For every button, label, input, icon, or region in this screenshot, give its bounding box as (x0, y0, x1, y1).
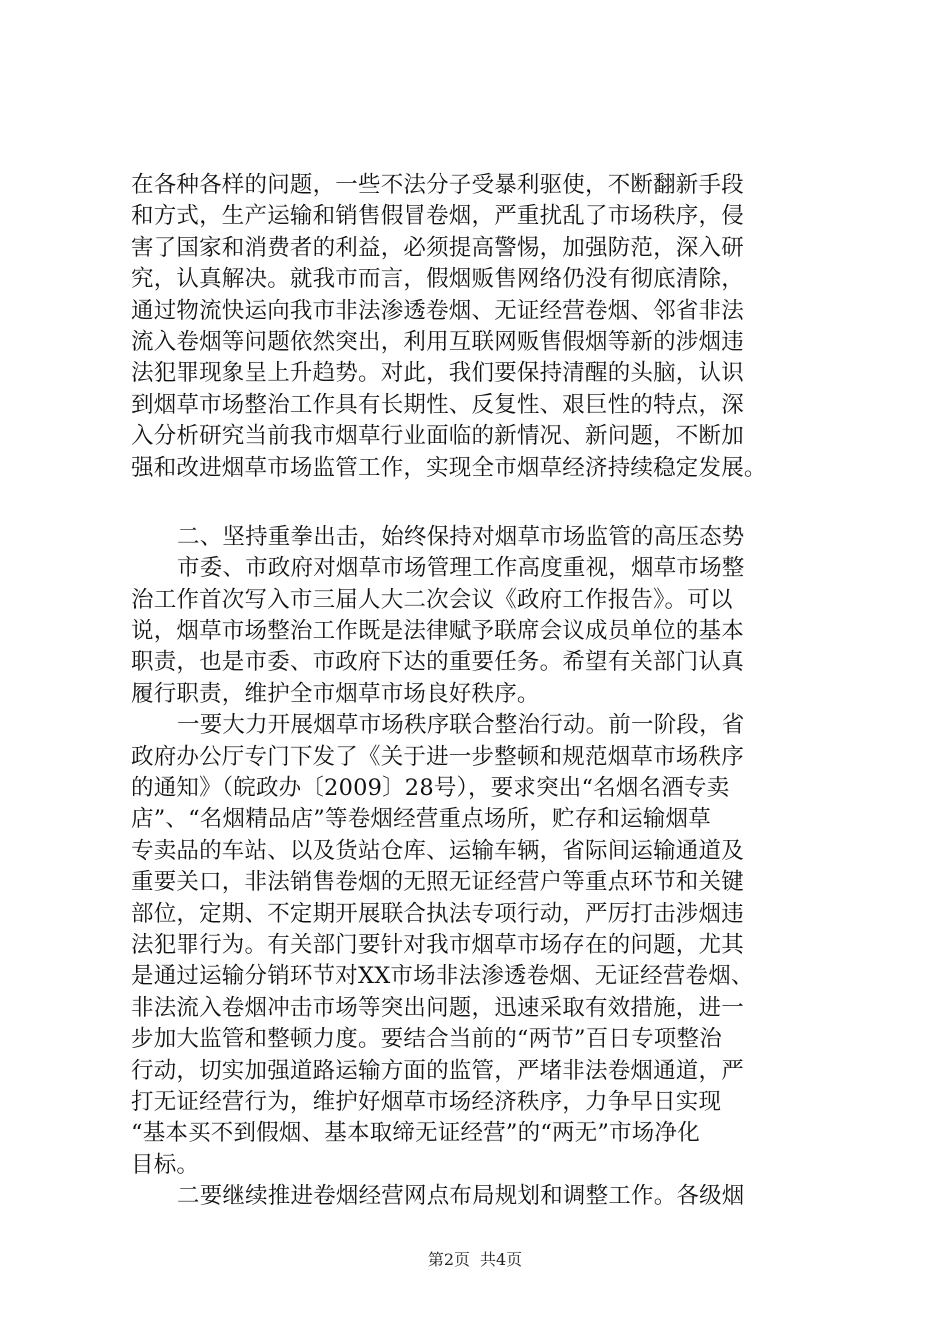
paragraph-4 (131, 1181, 851, 1212)
text-line: 二要继续推进卷烟经营网点布局规划和调整工作。各级烟 (177, 1183, 745, 1210)
paragraph-1 (131, 170, 851, 484)
text-line: 是通过运输分销环节对XX市场非法渗透卷烟、无证经营卷烟、 (131, 963, 754, 990)
document-body (131, 170, 851, 1213)
text-line: 法犯罪行为。有关部门要针对我市烟草市场存在的问题，尤其 (131, 931, 744, 958)
text-line: 流入卷烟等问题依然突出，利用互联网贩售假烟等新的涉烟违 (131, 328, 744, 355)
text-line: 在各种各样的问题，一些不法分子受暴利驱使，不断翻新手段 (131, 172, 744, 198)
text-line: 市委、市政府对烟草市场管理工作高度重视，烟草市场整 (177, 555, 745, 582)
text-line: 一要大力开展烟草市场秩序联合整治行动。前一阶段，省 (177, 712, 745, 739)
text-line: 履行职责，维护全市烟草市场良好秩序。 (131, 680, 540, 707)
page-footer (0, 1250, 950, 1270)
text-line: 打无证经营行为，维护好烟草市场经济秩序，力争早日实现 (131, 1088, 722, 1115)
text-line: 行动，切实加强道路运输方面的监管，严堵非法卷烟通道，严 (131, 1057, 744, 1084)
text-line: 部位，定期、不定期开展联合执法专项行动，严厉打击涉烟违 (131, 900, 744, 927)
text-line: 通过物流快运向我市非法渗透卷烟、无证经营卷烟、邻省非法 (131, 297, 744, 324)
paragraph-2 (131, 553, 851, 710)
text-line: 害了国家和消费者的利益，必须提高警惕，加强防范，深入研 (131, 234, 744, 261)
paragraph-3 (131, 710, 851, 1181)
paragraph-spacer (131, 484, 851, 522)
text-line: 和方式，生产运输和销售假冒卷烟，严重扰乱了市场秩序，侵 (131, 203, 744, 230)
text-line: 法犯罪现象呈上升趋势。对此，我们要保持清醒的头脑，认识 (131, 360, 744, 387)
text-line: 究，认真解决。就我市而言，假烟贩售网络仍没有彻底清除， (131, 266, 744, 293)
text-line: 目标。 (131, 1151, 200, 1178)
text-line: 的通知》（皖政办〔2009〕28号），要求突出“名烟名酒专卖 (131, 775, 730, 802)
text-line: 专卖品的车站、以及货站仓库、运输车辆，省际间运输通道及 (131, 837, 744, 864)
text-line: 非法流入卷烟冲击市场等突出问题，迅速采取有效措施，进一 (131, 994, 744, 1021)
section-heading: 二、坚持重拳出击，始终保持对烟草市场监管的高压态势 (177, 523, 745, 550)
text-line: 到烟草市场整治工作具有长期性、反复性、艰巨性的特点，深 (131, 391, 744, 418)
text-line: 强和改进烟草市场监管工作，实现全市烟草经济持续稳定发展。 (131, 454, 767, 481)
text-line: “基本买不到假烟、基本取缔无证经营”的“两无”市场净化 (131, 1120, 700, 1147)
text-line: 政府办公厅专门下发了《关于进一步整顿和规范烟草市场秩序 (131, 743, 744, 770)
text-line: 治工作首次写入市三届人大二次会议《政府工作报告》。可以 (131, 586, 733, 613)
page-total: 共4页 (480, 1250, 523, 1269)
text-line: 店”、“名烟精品店”等卷烟经营重点场所，贮存和运输烟草 (131, 806, 711, 833)
page-number: 第2页 (427, 1250, 470, 1269)
text-line: 说，烟草市场整治工作既是法律赋予联席会议成员单位的基本 (131, 618, 744, 645)
text-line: 入分析研究当前我市烟草行业面临的新情况、新问题，不断加 (131, 423, 744, 450)
text-line: 重要关口，非法销售卷烟的无照无证经营户等重点环节和关键 (131, 869, 744, 896)
text-line: 职责，也是市委、市政府下达的重要任务。希望有关部门认真 (131, 649, 744, 676)
text-line: 步加大监管和整顿力度。要结合当前的“两节”百日专项整治 (131, 1026, 722, 1053)
